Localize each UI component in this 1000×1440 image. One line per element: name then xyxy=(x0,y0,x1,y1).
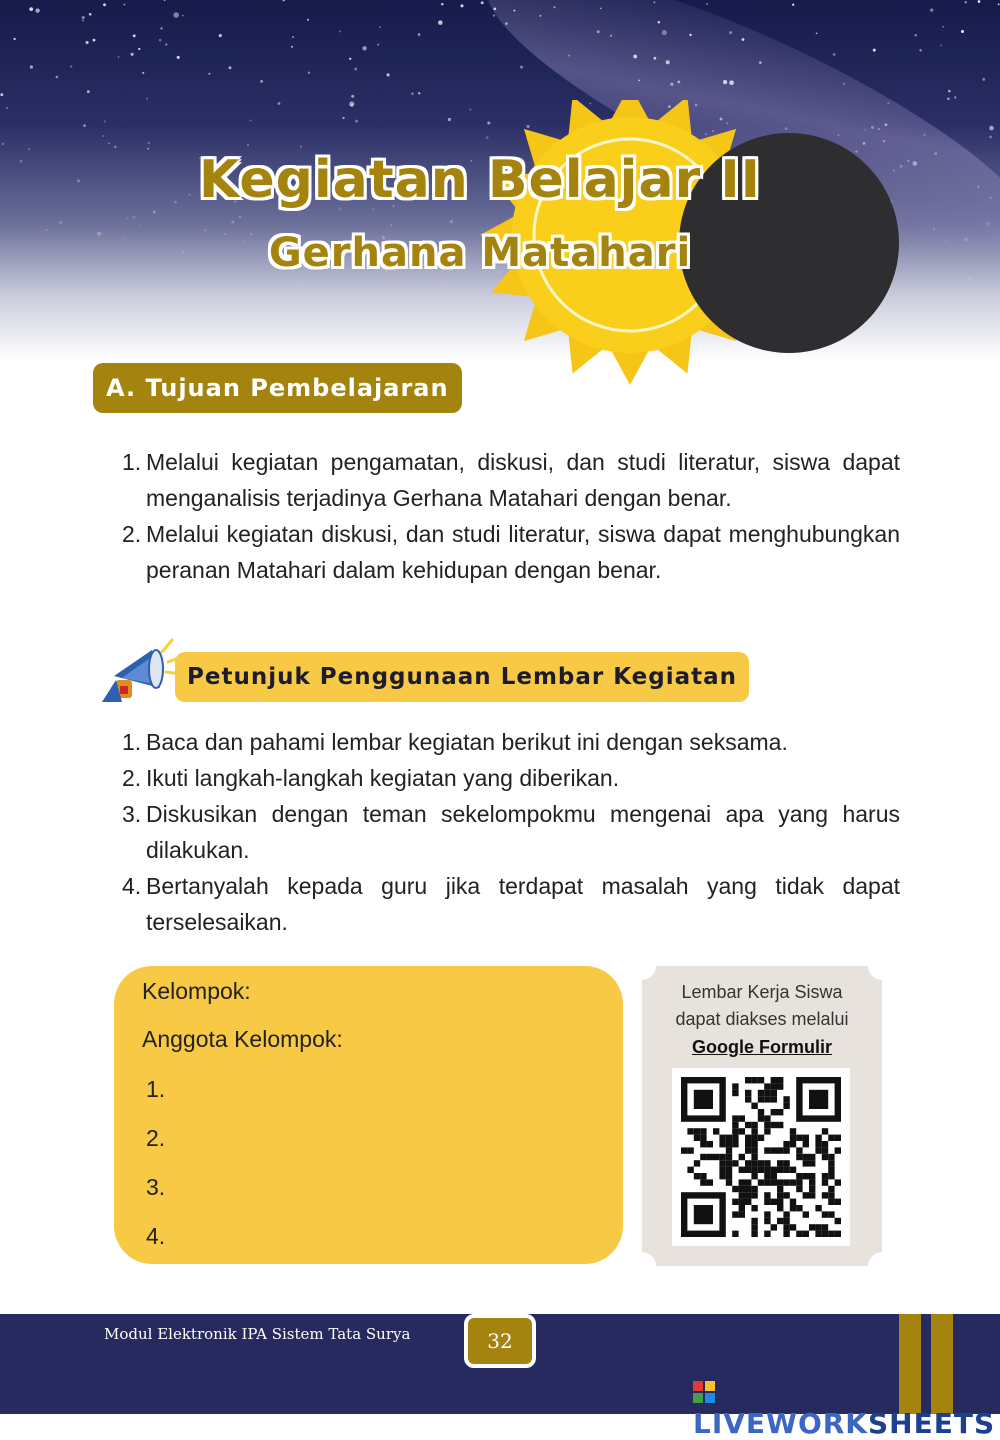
section-heading-tujuan: A. Tujuan Pembelajaran xyxy=(93,363,462,413)
kelompok-label: Kelompok: xyxy=(142,978,251,1004)
qr-caption-line1: Lembar Kerja Siswa xyxy=(681,982,843,1002)
page-subtitle: Gerhana Matahari xyxy=(268,230,692,276)
member-slot-1: 1. xyxy=(146,1076,166,1102)
qr-access-card xyxy=(642,966,882,1266)
list-item: 1. Melalui kegiatan pengamatan, diskusi, dan studi literatur, siswa dapat menganalisis terjadinya Gerhana Matahari dengan benar. xyxy=(122,449,900,511)
qr-caption-line2: dapat diakses melalui xyxy=(675,1009,849,1029)
qr-code-icon[interactable] xyxy=(672,1068,850,1246)
page-title: Kegiatan Belajar II xyxy=(198,150,762,210)
instructions-list xyxy=(122,724,900,940)
liveworksheets-mark-icon xyxy=(693,1381,715,1403)
list-item: 2. Melalui kegiatan diskusi, dan studi literatur, siswa dapat menghubungkan peranan Matahari dalam kehidupan dengan benar. xyxy=(122,521,900,583)
member-slot-2: 2. xyxy=(146,1125,166,1151)
list-item: 3. Diskusikan dengan teman sekelompokmu mengenai apa yang harus dilakukan. xyxy=(122,801,900,863)
footer-module-title: Modul Elektronik IPA Sistem Tata Surya xyxy=(104,1325,411,1343)
member-slot-4: 4. xyxy=(146,1223,166,1249)
list-item: 4. Bertanyalah kepada guru jika terdapat masalah yang tidak dapat terselesaikan. xyxy=(122,873,900,935)
section-heading-petunjuk: Petunjuk Penggunaan Lembar Kegiatan xyxy=(175,652,749,702)
anggota-label: Anggota Kelompok: xyxy=(142,1026,343,1052)
group-form-box xyxy=(114,966,623,1264)
objectives-list xyxy=(122,444,900,588)
list-item: 2. Ikuti langkah-langkah kegiatan yang diberikan. xyxy=(122,765,620,791)
liveworksheets-logo: LIVEWORKSHEETS xyxy=(693,1374,1000,1440)
google-form-link[interactable]: Google Formulir xyxy=(691,1037,832,1057)
member-slot-3: 3. xyxy=(146,1174,166,1200)
page-number: 32 xyxy=(464,1314,536,1368)
list-item: 1. Baca dan pahami lembar kegiatan berikut ini dengan seksama. xyxy=(122,729,788,755)
